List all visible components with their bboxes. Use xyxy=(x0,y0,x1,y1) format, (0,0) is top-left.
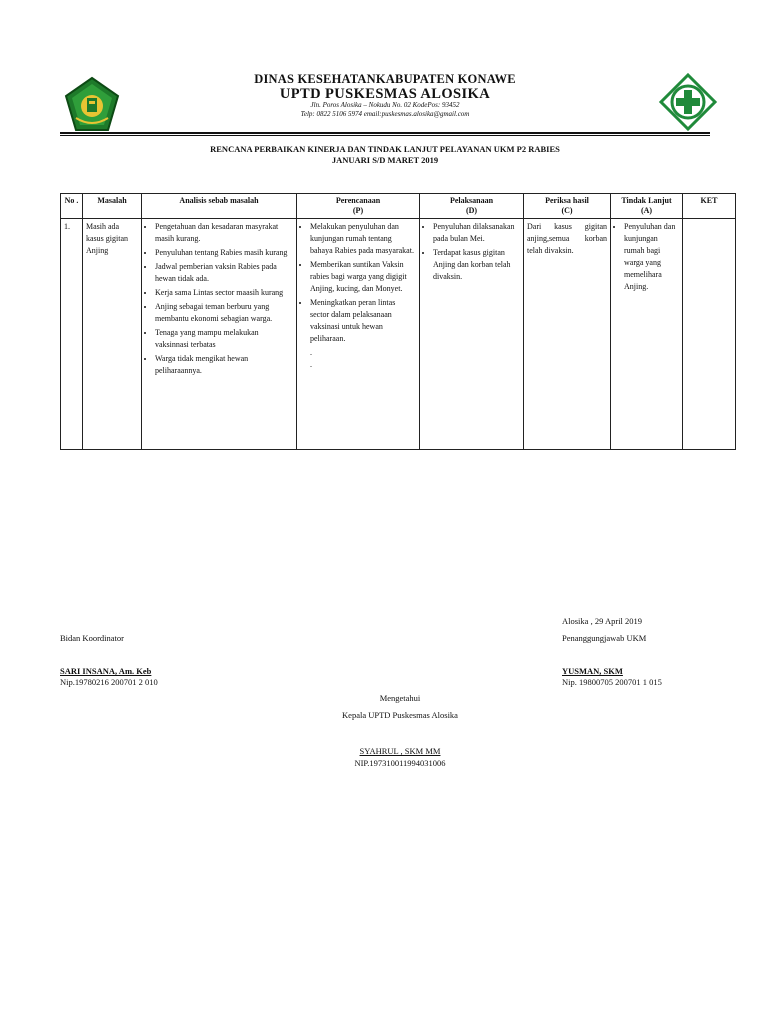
header-rule-thick xyxy=(60,132,710,134)
document-title: RENCANA PERBAIKAN KINERJA DAN TINDAK LANJUT PELAYANAN UKM P2 RABIES xyxy=(210,144,560,154)
header-contact: Telp: 0822 5106 5974 email:puskesmas.alosika@gmail.com xyxy=(300,110,470,118)
perencanaan-dot: . xyxy=(310,360,312,369)
table-header-row xyxy=(61,194,736,219)
left-signer-name: SARI INSANA, Am. Keb xyxy=(60,666,152,676)
right-signer-role: Penanggungjawab UKM xyxy=(562,633,647,643)
list-item: • Jadwal pemberian vaksin Rabies pada hewan tidak ada. xyxy=(155,261,293,285)
list-item: • Memberikan suntikan Vaksin rabies bagi warga yang digigit Anjing, kucing, dan Monyet. xyxy=(310,259,416,295)
center-signer-name: SYAHRUL , SKM MM xyxy=(359,746,441,756)
place-date: Alosika , 29 April 2019 xyxy=(562,616,643,626)
cell-analisis xyxy=(142,219,297,450)
col-header-perencanaan xyxy=(297,194,420,219)
cell-no: 1. xyxy=(61,219,83,450)
col-header-tindak-code: (A) xyxy=(640,206,653,215)
list-item: • Melakukan penyuluhan dan kunjungan rumah tentang bahaya Rabies pada masyarakat. xyxy=(310,221,416,257)
list-item: • Kerja sama Lintas sector maasih kurang xyxy=(155,287,293,299)
col-header-masalah: Masalah xyxy=(83,194,142,219)
col-header-pelaksanaan-code: (D) xyxy=(465,206,478,215)
list-item: • Penyuluhan dan kunjungan rumah bagi warga yang memelihara Anjing. xyxy=(624,221,679,293)
right-signer-nip: Nip. 19800705 200701 1 015 xyxy=(562,677,662,687)
left-signer-nip: Nip.19780216 200701 2 010 xyxy=(60,677,158,687)
col-header-perencanaan-code: (P) xyxy=(352,206,364,215)
col-header-pelaksanaan-label: Pelaksanaan xyxy=(449,196,494,205)
tindak-list xyxy=(614,221,679,293)
col-header-pelaksanaan xyxy=(420,194,524,219)
cell-tindak xyxy=(611,219,683,450)
cell-pelaksanaan xyxy=(420,219,524,450)
header-address: Jln. Poros Alosika – Nokudu No. 02 KodePos: 93452 xyxy=(310,101,460,109)
puskesmas-logo-icon xyxy=(658,72,718,132)
analisis-list xyxy=(145,221,293,377)
document-period: JANUARI S/D MARET 2019 xyxy=(331,155,439,165)
col-header-tindak xyxy=(611,194,683,219)
acknowledged-label: Mengetahui xyxy=(379,693,421,703)
list-item: • Terdapat kasus gigitan Anjing dan korban telah divaksin. xyxy=(433,247,520,283)
header-puskesmas: UPTD PUSKESMAS ALOSIKA xyxy=(279,86,491,102)
right-signer-name: YUSMAN, SKM xyxy=(562,666,623,676)
col-header-no: No . xyxy=(61,194,83,219)
list-item: • Tenaga yang mampu melakukan vaksinnasi terbatas xyxy=(155,327,293,351)
plan-table xyxy=(60,193,736,450)
perencanaan-dot: . xyxy=(310,348,312,357)
cell-ket xyxy=(683,219,736,450)
center-signer-nip: NIP.197310011994031006 xyxy=(354,758,446,768)
list-item: • Penyuluhan tentang Rabies masih kurang xyxy=(155,247,293,259)
header-rule-thin xyxy=(60,135,710,136)
list-item: • Meningkatkan peran lintas sector dalam pelaksanaan vaksinasi untuk hewan peliharaan. xyxy=(310,297,416,345)
list-item: • Penyuluhan dilaksanakan pada bulan Mei. xyxy=(433,221,520,245)
cell-periksa: Dari kasus gigitan anjing,semua korban telah divaksin. xyxy=(524,219,611,450)
left-signer-role: Bidan Koordinator xyxy=(60,633,124,643)
list-item: • Warga tidak mengikat hewan peliharaannya. xyxy=(155,353,293,377)
perencanaan-list xyxy=(300,221,416,345)
col-header-periksa-code: (C) xyxy=(561,206,573,215)
header-agency: DINAS KESEHATANKABUPATEN KONAWE xyxy=(254,72,516,86)
pelaksanaan-list xyxy=(423,221,520,283)
cell-perencanaan xyxy=(297,219,420,450)
table-row xyxy=(61,219,736,450)
col-header-ket: KET xyxy=(683,194,736,219)
konawe-emblem-icon xyxy=(64,76,120,132)
col-header-periksa xyxy=(524,194,611,219)
col-header-analisis: Analisis sebab masalah xyxy=(142,194,297,219)
cell-masalah: Masih ada kasus gigitan Anjing xyxy=(83,219,142,450)
col-header-periksa-label: Periksa hasil xyxy=(545,196,589,205)
list-item: • Anjing sebagai teman berburu yang membantu ekonomi sebagian warga. xyxy=(155,301,293,325)
center-signer-role: Kepala UPTD Puskesmas Alosika xyxy=(342,710,458,720)
col-header-perencanaan-label: Perencanaan xyxy=(335,196,381,205)
list-item: • Pengetahuan dan kesadaran masyrakat masih kurang. xyxy=(155,221,293,245)
col-header-tindak-label: Tindak Lanjut xyxy=(621,196,672,205)
